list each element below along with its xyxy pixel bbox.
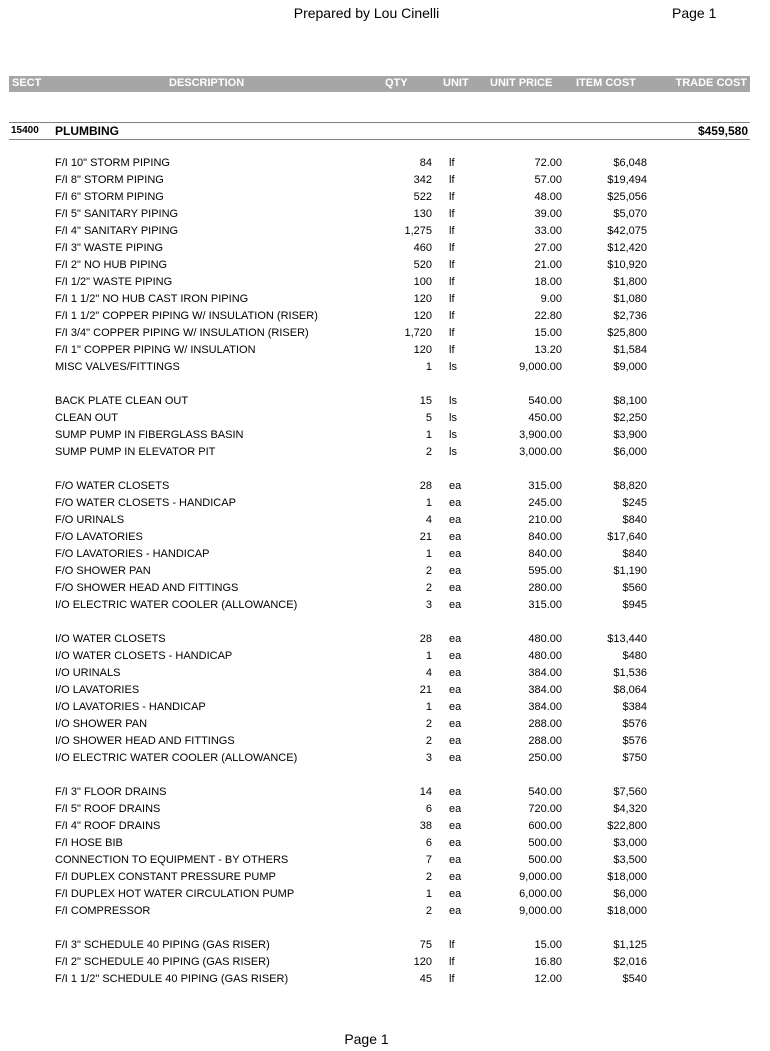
item-qty: 28: [419, 480, 432, 492]
item-description: MISC VALVES/FITTINGS: [55, 361, 180, 373]
item-cost: $1,125: [613, 939, 647, 951]
item-qty: 120: [413, 344, 432, 356]
item-cost: $245: [622, 497, 647, 509]
table-row: [0, 819, 770, 836]
item-description: I/O SHOWER HEAD AND FITTINGS: [55, 735, 235, 747]
item-qty: 1: [425, 548, 432, 560]
item-unit-price: 384.00: [528, 701, 562, 713]
item-qty: 6: [425, 837, 432, 849]
item-unit-price: 384.00: [528, 684, 562, 696]
item-cost: $840: [622, 548, 647, 560]
item-unit: ea: [449, 633, 462, 645]
item-cost: $2,016: [613, 956, 647, 968]
item-cost: $8,064: [613, 684, 647, 696]
item-unit: ls: [449, 395, 457, 407]
item-unit: ea: [449, 548, 462, 560]
item-cost: $540: [622, 973, 647, 985]
item-cost: $9,000: [613, 361, 647, 373]
item-unit-price: 288.00: [528, 735, 562, 747]
item-cost: $10,920: [607, 259, 647, 271]
item-qty: 3: [425, 599, 432, 611]
item-cost: $12,420: [607, 242, 647, 254]
item-unit-price: 57.00: [534, 174, 562, 186]
table-row: [0, 683, 770, 700]
item-unit-price: 9,000.00: [519, 905, 562, 917]
item-unit: ea: [449, 820, 462, 832]
item-description: F/O URINALS: [55, 514, 125, 526]
item-unit-price: 840.00: [528, 548, 562, 560]
table-row: [0, 156, 770, 173]
table-row: [0, 717, 770, 734]
item-unit-price: 500.00: [528, 854, 562, 866]
item-description: SUMP PUMP IN ELEVATOR PIT: [55, 446, 216, 458]
table-row: [0, 173, 770, 190]
item-qty: 1: [425, 361, 432, 373]
item-qty: 28: [419, 633, 432, 645]
table-row: [0, 258, 770, 275]
item-unit-price: 9,000.00: [519, 871, 562, 883]
report-title: Prepared by Lou Cinelli: [293, 5, 440, 21]
item-description: F/I COMPRESSOR: [55, 905, 151, 917]
item-unit-price: 245.00: [528, 497, 562, 509]
table-row: [0, 326, 770, 343]
item-cost: $2,736: [613, 310, 647, 322]
line-items: [0, 156, 770, 989]
item-cost: $576: [622, 718, 647, 730]
item-unit-price: 48.00: [534, 191, 562, 203]
item-unit: ls: [449, 446, 457, 458]
item-description: I/O LAVATORIES - HANDICAP: [55, 701, 206, 713]
table-row: [0, 836, 770, 853]
section-bottom-rule: [9, 139, 750, 140]
item-qty: 1,720: [404, 327, 432, 339]
item-description: F/O SHOWER HEAD AND FITTINGS: [55, 582, 239, 594]
item-qty: 7: [425, 854, 432, 866]
item-qty: 2: [425, 905, 432, 917]
item-qty: 2: [425, 871, 432, 883]
item-description: F/I 1 1/2" SCHEDULE 40 PIPING (GAS RISER): [55, 973, 289, 985]
item-description: F/O WATER CLOSETS: [55, 480, 170, 492]
section-code: 15400: [11, 125, 39, 136]
item-cost: $6,000: [613, 888, 647, 900]
section-name: PLUMBING: [55, 124, 119, 138]
item-cost: $384: [622, 701, 647, 713]
table-row: [0, 666, 770, 683]
item-cost: $1,080: [613, 293, 647, 305]
item-description: F/I 5" ROOF DRAINS: [55, 803, 161, 815]
item-description: F/O SHOWER PAN: [55, 565, 151, 577]
item-cost: $42,075: [607, 225, 647, 237]
item-description: I/O WATER CLOSETS: [55, 633, 166, 645]
item-unit-price: 9,000.00: [519, 361, 562, 373]
table-row: [0, 870, 770, 887]
item-qty: 21: [419, 531, 432, 543]
item-unit: ea: [449, 565, 462, 577]
item-description: F/I 4" ROOF DRAINS: [55, 820, 161, 832]
item-description: F/I 3" SCHEDULE 40 PIPING (GAS RISER): [55, 939, 270, 951]
item-unit: ls: [449, 429, 457, 441]
item-unit-price: 280.00: [528, 582, 562, 594]
item-description: I/O WATER CLOSETS - HANDICAP: [55, 650, 233, 662]
footer-page-number: Page 1: [344, 1031, 389, 1047]
item-qty: 342: [413, 174, 432, 186]
item-cost: $1,584: [613, 344, 647, 356]
item-unit-price: 13.20: [534, 344, 562, 356]
item-unit: ea: [449, 735, 462, 747]
table-row: [0, 224, 770, 241]
item-cost: $25,800: [607, 327, 647, 339]
item-qty: 1: [425, 497, 432, 509]
item-unit-price: 6,000.00: [519, 888, 562, 900]
table-row: [0, 343, 770, 360]
item-description: I/O ELECTRIC WATER COOLER (ALLOWANCE): [55, 752, 298, 764]
item-description: F/I DUPLEX HOT WATER CIRCULATION PUMP: [55, 888, 295, 900]
table-row: [0, 972, 770, 989]
item-description: I/O LAVATORIES: [55, 684, 140, 696]
item-description: F/O LAVATORIES: [55, 531, 143, 543]
table-row: [0, 360, 770, 377]
item-unit-price: 210.00: [528, 514, 562, 526]
item-cost: $840: [622, 514, 647, 526]
item-cost: $1,536: [613, 667, 647, 679]
item-description: F/I 3" WASTE PIPING: [55, 242, 164, 254]
item-unit: ea: [449, 803, 462, 815]
item-cost: $13,440: [607, 633, 647, 645]
col-sect: SECT: [12, 77, 42, 89]
item-description: SUMP PUMP IN FIBERGLASS BASIN: [55, 429, 244, 441]
item-unit: lf: [449, 157, 455, 169]
item-qty: 21: [419, 684, 432, 696]
item-unit-price: 500.00: [528, 837, 562, 849]
item-description: I/O ELECTRIC WATER COOLER (ALLOWANCE): [55, 599, 298, 611]
item-unit: lf: [449, 259, 455, 271]
table-row: [0, 734, 770, 751]
item-unit-price: 9.00: [540, 293, 562, 305]
table-row: [0, 904, 770, 921]
table-row: [0, 887, 770, 904]
item-description: F/I 8" STORM PIPING: [55, 174, 164, 186]
item-qty: 84: [419, 157, 432, 169]
item-cost: $3,000: [613, 837, 647, 849]
item-unit: ea: [449, 837, 462, 849]
table-row: [0, 581, 770, 598]
item-qty: 2: [425, 735, 432, 747]
item-unit-price: 72.00: [534, 157, 562, 169]
item-qty: 2: [425, 582, 432, 594]
item-description: F/I 2" NO HUB PIPING: [55, 259, 168, 271]
item-unit-price: 27.00: [534, 242, 562, 254]
item-unit-price: 840.00: [528, 531, 562, 543]
item-description: F/I 10" STORM PIPING: [55, 157, 170, 169]
item-unit-price: 315.00: [528, 599, 562, 611]
item-cost: $3,900: [613, 429, 647, 441]
item-description: F/I 2" SCHEDULE 40 PIPING (GAS RISER): [55, 956, 270, 968]
table-row: [0, 802, 770, 819]
item-qty: 460: [413, 242, 432, 254]
item-qty: 120: [413, 293, 432, 305]
item-unit: lf: [449, 939, 455, 951]
item-unit-price: 720.00: [528, 803, 562, 815]
item-qty: 75: [419, 939, 432, 951]
item-unit: ea: [449, 854, 462, 866]
table-row: [0, 700, 770, 717]
item-unit: ea: [449, 480, 462, 492]
item-cost: $4,320: [613, 803, 647, 815]
item-cost: $18,000: [607, 871, 647, 883]
item-cost: $2,250: [613, 412, 647, 424]
item-unit: ea: [449, 888, 462, 900]
item-unit: ea: [449, 684, 462, 696]
item-description: F/I DUPLEX CONSTANT PRESSURE PUMP: [55, 871, 276, 883]
table-row: [0, 190, 770, 207]
item-unit: lf: [449, 208, 455, 220]
item-qty: 520: [413, 259, 432, 271]
item-cost: $480: [622, 650, 647, 662]
item-qty: 45: [419, 973, 432, 985]
item-unit-price: 540.00: [528, 395, 562, 407]
item-unit: ea: [449, 599, 462, 611]
col-item-cost: ITEM COST: [576, 77, 636, 89]
item-unit-price: 600.00: [528, 820, 562, 832]
item-cost: $17,640: [607, 531, 647, 543]
item-unit: lf: [449, 191, 455, 203]
item-unit: ea: [449, 905, 462, 917]
item-qty: 120: [413, 956, 432, 968]
item-unit: lf: [449, 344, 455, 356]
item-qty: 6: [425, 803, 432, 815]
table-row: [0, 955, 770, 972]
item-unit: lf: [449, 174, 455, 186]
item-qty: 4: [425, 514, 432, 526]
item-description: F/I 5" SANITARY PIPING: [55, 208, 179, 220]
item-qty: 100: [413, 276, 432, 288]
item-unit: ea: [449, 650, 462, 662]
item-qty: 2: [425, 565, 432, 577]
col-unit: UNIT: [443, 77, 469, 89]
item-qty: 1,275: [404, 225, 432, 237]
item-description: F/I 1 1/2" NO HUB CAST IRON PIPING: [55, 293, 249, 305]
table-row: [0, 292, 770, 309]
item-cost: $945: [622, 599, 647, 611]
item-unit: ls: [449, 412, 457, 424]
item-qty: 15: [419, 395, 432, 407]
item-unit-price: 22.80: [534, 310, 562, 322]
col-trade-cost: TRADE COST: [675, 77, 747, 89]
item-qty: 1: [425, 701, 432, 713]
item-unit: lf: [449, 310, 455, 322]
item-unit-price: 39.00: [534, 208, 562, 220]
table-row: [0, 241, 770, 258]
item-unit: ea: [449, 667, 462, 679]
item-description: I/O URINALS: [55, 667, 121, 679]
item-cost: $8,100: [613, 395, 647, 407]
section-total: $459,580: [697, 124, 748, 138]
item-cost: $750: [622, 752, 647, 764]
item-description: F/O WATER CLOSETS - HANDICAP: [55, 497, 236, 509]
table-row: [0, 530, 770, 547]
table-row: [0, 445, 770, 462]
item-cost: $8,820: [613, 480, 647, 492]
item-unit-price: 15.00: [534, 939, 562, 951]
table-row: [0, 751, 770, 768]
item-qty: 2: [425, 446, 432, 458]
table-row: [0, 428, 770, 445]
item-unit-price: 540.00: [528, 786, 562, 798]
item-unit: lf: [449, 242, 455, 254]
item-unit: ea: [449, 786, 462, 798]
item-unit: lf: [449, 276, 455, 288]
item-unit: lf: [449, 293, 455, 305]
item-unit: ls: [449, 361, 457, 373]
item-unit-price: 480.00: [528, 633, 562, 645]
item-cost: $576: [622, 735, 647, 747]
column-header-bar: [9, 76, 750, 92]
item-unit: ea: [449, 752, 462, 764]
item-qty: 1: [425, 888, 432, 900]
item-cost: $5,070: [613, 208, 647, 220]
table-row: [0, 275, 770, 292]
table-row: [0, 785, 770, 802]
table-row: [0, 649, 770, 666]
table-row: [0, 513, 770, 530]
table-row: [0, 411, 770, 428]
item-description: F/I 1" COPPER PIPING W/ INSULATION: [55, 344, 256, 356]
item-unit-price: 384.00: [528, 667, 562, 679]
item-description: F/I 3/4" COPPER PIPING W/ INSULATION (RISER): [55, 327, 309, 339]
item-qty: 1: [425, 429, 432, 441]
item-unit: lf: [449, 225, 455, 237]
item-qty: 130: [413, 208, 432, 220]
item-qty: 522: [413, 191, 432, 203]
table-row: [0, 564, 770, 581]
item-cost: $18,000: [607, 905, 647, 917]
item-unit: ea: [449, 497, 462, 509]
item-description: F/O LAVATORIES - HANDICAP: [55, 548, 210, 560]
table-row: [0, 598, 770, 615]
item-qty: 5: [425, 412, 432, 424]
table-row: [0, 394, 770, 411]
col-description: DESCRIPTION: [169, 77, 245, 89]
item-qty: 14: [419, 786, 432, 798]
item-cost: $19,494: [607, 174, 647, 186]
page-number: Page 1: [672, 5, 717, 21]
item-description: I/O SHOWER PAN: [55, 718, 148, 730]
item-description: F/I 3" FLOOR DRAINS: [55, 786, 167, 798]
item-unit: ea: [449, 514, 462, 526]
item-description: F/I 1/2" WASTE PIPING: [55, 276, 173, 288]
table-row: [0, 207, 770, 224]
item-unit-price: 33.00: [534, 225, 562, 237]
item-unit-price: 250.00: [528, 752, 562, 764]
item-description: F/I 1 1/2" COPPER PIPING W/ INSULATION (RISER): [55, 310, 318, 322]
item-cost: $6,048: [613, 157, 647, 169]
item-unit-price: 21.00: [534, 259, 562, 271]
item-unit-price: 12.00: [534, 973, 562, 985]
item-qty: 1: [425, 650, 432, 662]
table-row: [0, 496, 770, 513]
item-qty: 120: [413, 310, 432, 322]
item-unit: lf: [449, 327, 455, 339]
item-unit-price: 595.00: [528, 565, 562, 577]
item-unit: ea: [449, 701, 462, 713]
item-unit-price: 18.00: [534, 276, 562, 288]
item-unit: lf: [449, 973, 455, 985]
table-row: [0, 479, 770, 496]
col-unit-price: UNIT PRICE: [490, 77, 553, 89]
table-row: [0, 547, 770, 564]
item-description: F/I 4" SANITARY PIPING: [55, 225, 179, 237]
table-row: [0, 632, 770, 649]
item-unit-price: 16.80: [534, 956, 562, 968]
item-cost: $22,800: [607, 820, 647, 832]
item-cost: $1,190: [613, 565, 647, 577]
item-unit: ea: [449, 531, 462, 543]
item-cost: $25,056: [607, 191, 647, 203]
item-unit: ea: [449, 871, 462, 883]
item-unit: lf: [449, 956, 455, 968]
section-header: [0, 124, 770, 139]
item-unit: ea: [449, 718, 462, 730]
item-unit: ea: [449, 582, 462, 594]
item-cost: $3,500: [613, 854, 647, 866]
item-cost: $7,560: [613, 786, 647, 798]
item-description: F/I HOSE BIB: [55, 837, 123, 849]
item-cost: $560: [622, 582, 647, 594]
col-qty: QTY: [385, 77, 408, 89]
section-top-rule: [9, 122, 750, 123]
table-row: [0, 309, 770, 326]
item-unit-price: 480.00: [528, 650, 562, 662]
item-description: CLEAN OUT: [55, 412, 118, 424]
item-cost: $6,000: [613, 446, 647, 458]
item-qty: 2: [425, 718, 432, 730]
table-row: [0, 853, 770, 870]
table-row: [0, 938, 770, 955]
item-unit-price: 288.00: [528, 718, 562, 730]
item-unit-price: 315.00: [528, 480, 562, 492]
item-unit-price: 450.00: [528, 412, 562, 424]
item-unit-price: 3,000.00: [519, 446, 562, 458]
item-cost: $1,800: [613, 276, 647, 288]
item-description: BACK PLATE CLEAN OUT: [55, 395, 189, 407]
item-description: F/I 6" STORM PIPING: [55, 191, 164, 203]
item-qty: 38: [419, 820, 432, 832]
item-qty: 4: [425, 667, 432, 679]
item-unit-price: 3,900.00: [519, 429, 562, 441]
item-description: CONNECTION TO EQUIPMENT - BY OTHERS: [55, 854, 289, 866]
item-qty: 3: [425, 752, 432, 764]
item-unit-price: 15.00: [534, 327, 562, 339]
